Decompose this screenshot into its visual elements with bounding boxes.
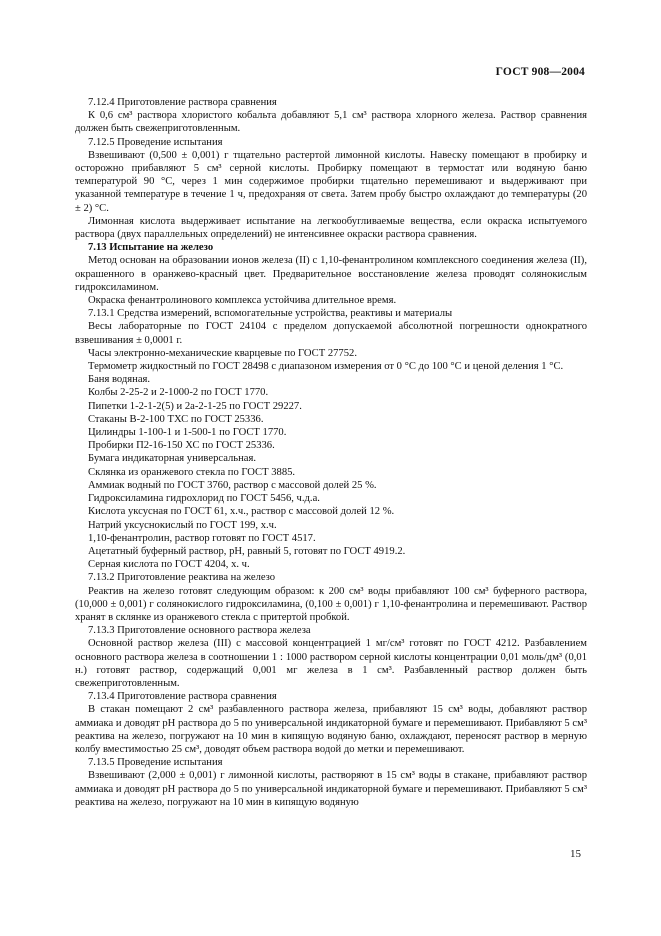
paragraph: 7.13.1 Средства измерений, вспомогательные устройства, реактивы и материалы [88, 308, 453, 320]
paragraph: Ацетатный буферный раствор, pH, равный 5, готовят по ГОСТ 4919.2. [88, 545, 406, 557]
paragraph: Кислота уксусная по ГОСТ 61, х.ч., раствор с массовой долей 12 %. [88, 506, 395, 518]
paragraph: Весы лабораторные по ГОСТ 24104 с пределом допускаемой абсолютной погрешности однократного взвешивания ± 0,0001 г. [75, 321, 587, 346]
paragraph: Взвешивают (0,500 ± 0,001) г тщательно растертой лимонной кислоты. Навеску помещают в пробирку и осторожно прибавляют 5 см³ серной кислоты. Пробирку помещают в термостат или водяную баню температурой 90 °С, через 1 мин содержимое пробирки тщательно перемешивают и выдерживают при указанной температуре в течение 1 ч, предохраняя от света. Затем пробу быстро охлаждают до температуры (20 ± 2) °С. [75, 149, 587, 214]
paragraph: 7.13.3 Приготовление основного раствора железа [88, 625, 311, 637]
paragraph: Часы электронно-механические кварцевые по ГОСТ 27752. [88, 347, 357, 359]
paragraph: Взвешивают (2,000 ± 0,001) г лимонной кислоты, растворяют в 15 см³ воды в стакане, прибавляют раствор аммиака и доводят pH раствора до 5 по универсальной индикаторной бумаге и перемешивают. Прибавляют 5 см³ реактива на железо, погружают на 10 мин в кипящую водяную [75, 770, 587, 808]
paragraph: 7.12.5 Проведение испытания [88, 136, 223, 148]
paragraph: Бумага индикаторная универсальная. [88, 453, 257, 465]
paragraph: Склянка из оранжевого стекла по ГОСТ 3885. [88, 466, 296, 478]
paragraph: Серная кислота по ГОСТ 4204, х. ч. [88, 559, 250, 571]
paragraph: Колбы 2-25-2 и 2-1000-2 по ГОСТ 1770. [88, 387, 269, 399]
paragraph: 7.13.5 Проведение испытания [88, 757, 223, 769]
paragraph: Цилиндры 1-100-1 и 1-500-1 по ГОСТ 1770. [88, 427, 287, 439]
paragraph: Аммиак водный по ГОСТ 3760, раствор с массовой долей 25 %. [88, 479, 377, 491]
paragraph: К 0,6 см³ раствора хлористого кобальта добавляют 5,1 см³ раствора хлорного железа. Раствор сравнения должен быть свежеприготовленным. [75, 110, 587, 135]
paragraph: Основной раствор железа (III) с массовой концентрацией 1 мг/см³ готовят по ГОСТ 4212. Разбавлением основного раствора железа в соотношении 1 : 1000 раствором серной кислоты концентрации 0,01 моль/дм³ (0,01 н.) готовят раствор, содержащий 0,001 мг железа в 1 см³. Разбавленный раствор должен быть свежеприготовленным. [75, 638, 587, 689]
paragraph: Реактив на железо готовят следующим образом: к 200 см³ воды прибавляют 100 см³ буферного раствора, (10,000 ± 0,001) г солянокислого гидроксиламина, (0,100 ± 0,001) г 1,10-фенантролина и перемешивают. Раствор хранят в склянке из оранжевого стекла с притертой пробкой. [75, 585, 587, 623]
page-content [75, 96, 587, 809]
paragraph: Натрий уксуснокислый по ГОСТ 199, х.ч. [88, 519, 277, 531]
paragraph: 1,10-фенантролин, раствор готовят по ГОСТ 4517. [88, 532, 316, 544]
paragraph: 7.13.2 Приготовление реактива на железо [88, 572, 276, 584]
paragraph: Термометр жидкостный по ГОСТ 28498 с диапазоном измерения от 0 °С до 100 °С и ценой деления 1 °С. [88, 361, 564, 373]
paragraph: Стаканы В-2-100 ТХС по ГОСТ 25336. [88, 413, 264, 425]
section-heading: 7.13 Испытание на железо [88, 242, 214, 254]
paragraph: Окраска фенантролинового комплекса устойчива длительное время. [88, 295, 397, 307]
paragraph: Лимонная кислота выдерживает испытание на легкообугливаемые вещества, если окраска испытуемого раствора (двух параллельных определений) не интенсивнее окраски раствора сравнения. [75, 215, 587, 241]
paragraph: 7.13.4 Приготовление раствора сравнения [88, 691, 277, 703]
paragraph: Баня водяная. [88, 374, 151, 386]
paragraph: В стакан помещают 2 см³ разбавленного раствора железа, прибавляют 15 см³ воды, добавляют раствор аммиака и доводят pH раствора до 5 по универсальной индикаторной бумаге и перемешивают. Прибавляют 5 см³ реактива на железо, погружают на 10 мин в кипящую водяную баню, охлаждают, переносят раствор в мерную колбу вместимостью 25 см³, доводят объем раствора водой до метки и перемешивают. [75, 704, 587, 755]
doc-code-header: ГОСТ 908—2004 [495, 66, 585, 78]
paragraph: Гидроксиламина гидрохлорид по ГОСТ 5456, ч.д.а. [88, 493, 320, 505]
paragraph: Метод основан на образовании ионов железа (II) с 1,10-фенантролином комплексного соединения железа (II), окрашенного в оранжево-красный цвет. Предварительное восстановление железа проводят солянокислым гидроксиламином. [75, 255, 587, 293]
paragraph: 7.12.4 Приготовление раствора сравнения [88, 97, 277, 108]
paragraph: Пробирки П2-16-150 ХС по ГОСТ 25336. [88, 440, 275, 452]
page-number: 15 [570, 848, 581, 860]
paragraph: Пипетки 1-2-1-2(5) и 2а-2-1-25 по ГОСТ 29227. [88, 400, 302, 412]
